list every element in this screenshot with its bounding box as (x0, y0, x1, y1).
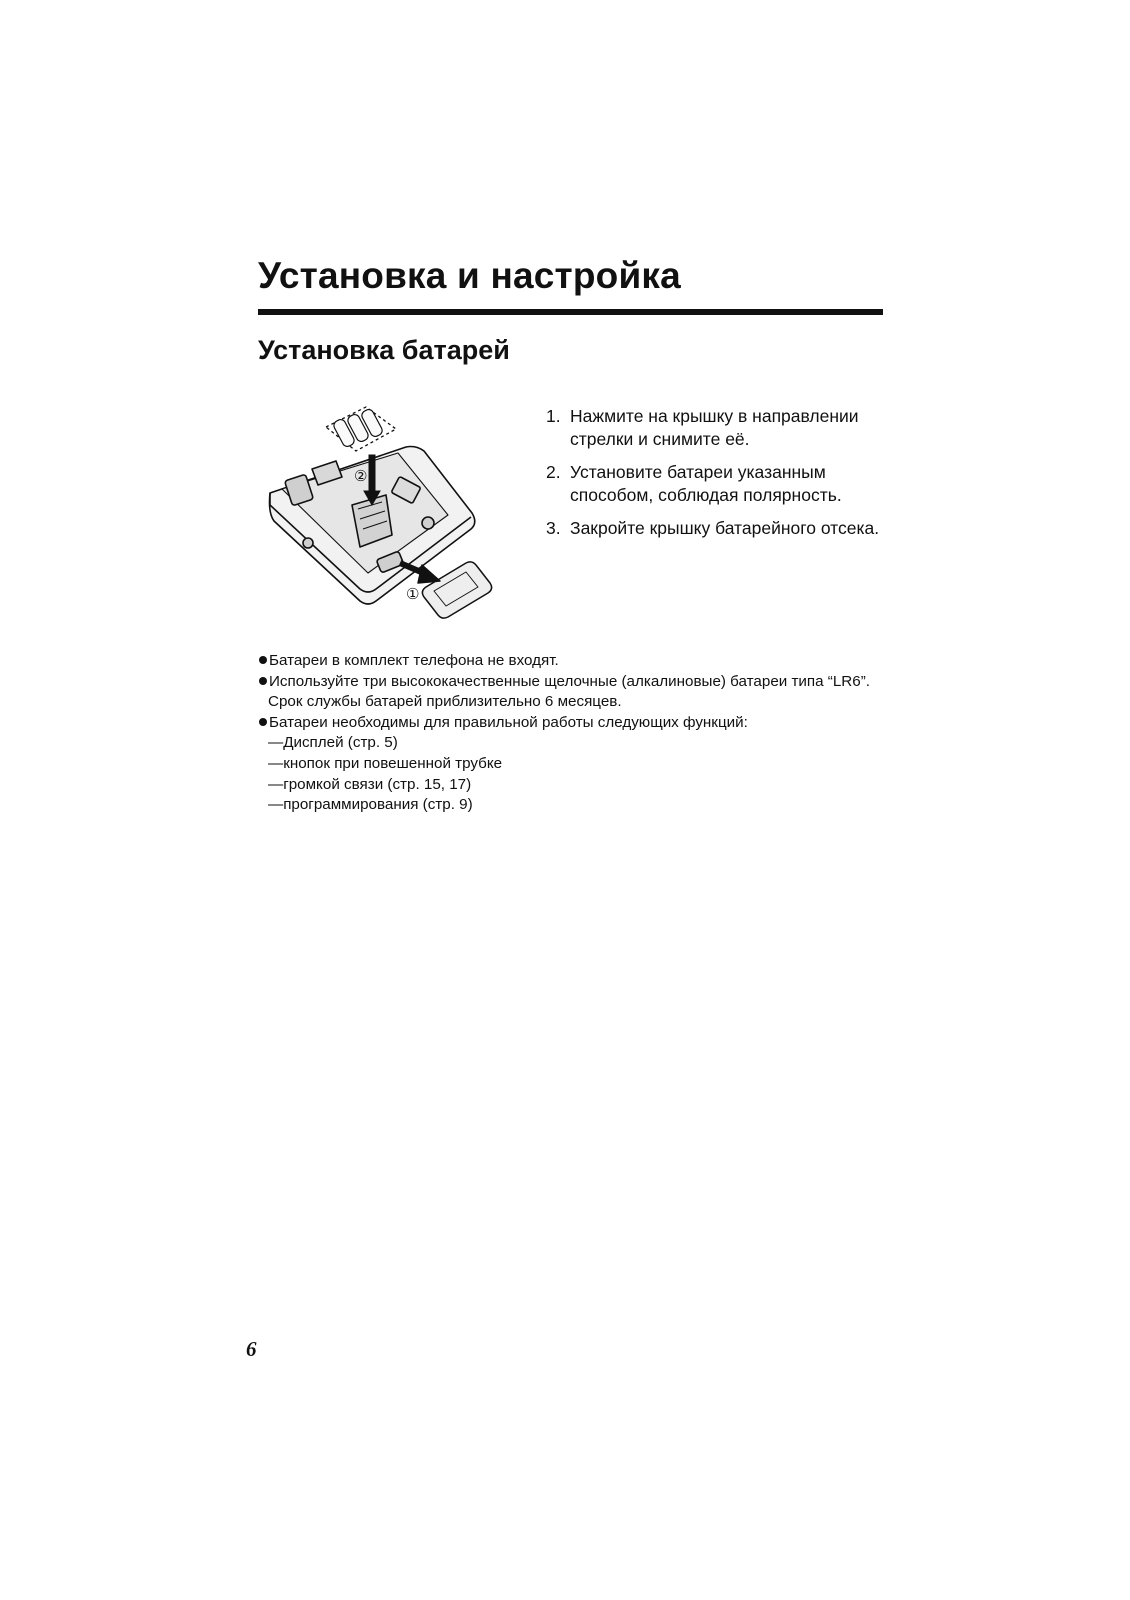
step-marker-2: ② (354, 467, 368, 485)
step-text: Закройте крышку батарейного отсека. (570, 518, 880, 538)
step-marker-1: ① (406, 585, 420, 603)
note-item: Батареи в комплект телефона не входят. (258, 651, 883, 672)
step-item (538, 405, 883, 451)
step-text: Установите батареи указанным способом, соблюдая полярность. (570, 462, 842, 505)
notes (258, 651, 883, 816)
function-item: —Дисплей (стр. 5) (268, 734, 398, 752)
step-number: 3. (546, 518, 561, 538)
steps-list (538, 405, 883, 550)
step-number: 1. (546, 406, 561, 426)
step-text: Нажмите на крышку в направлении стрелки и снимите её. (570, 406, 859, 449)
page-title: Установка и настройка (258, 255, 681, 296)
function-item: —громкой связи (стр. 15, 17) (268, 775, 472, 793)
page-number: 6 (246, 1337, 257, 1361)
section-title: Установка батарей (258, 335, 510, 365)
function-item: —кнопок при повешенной трубке (268, 754, 503, 772)
note-item: Используйте три высококачественные щелочные (алкалиновые) батареи типа “LR6”. (258, 672, 883, 693)
battery-installation-illustration (268, 405, 508, 630)
note-extra: Срок службы батарей приблизительно 6 месяцев. (268, 693, 622, 711)
title-rule (258, 309, 883, 315)
function-item: —программирования (стр. 9) (268, 796, 473, 814)
step-number: 2. (546, 462, 561, 482)
note-item: Батареи необходимы для правильной работы следующих функций: (258, 713, 883, 734)
step-item (538, 517, 883, 540)
bullet-icon (259, 656, 267, 664)
batteries-box (326, 407, 396, 451)
bullet-icon (259, 718, 267, 726)
bullet-icon (259, 677, 267, 685)
step-item (538, 461, 883, 507)
